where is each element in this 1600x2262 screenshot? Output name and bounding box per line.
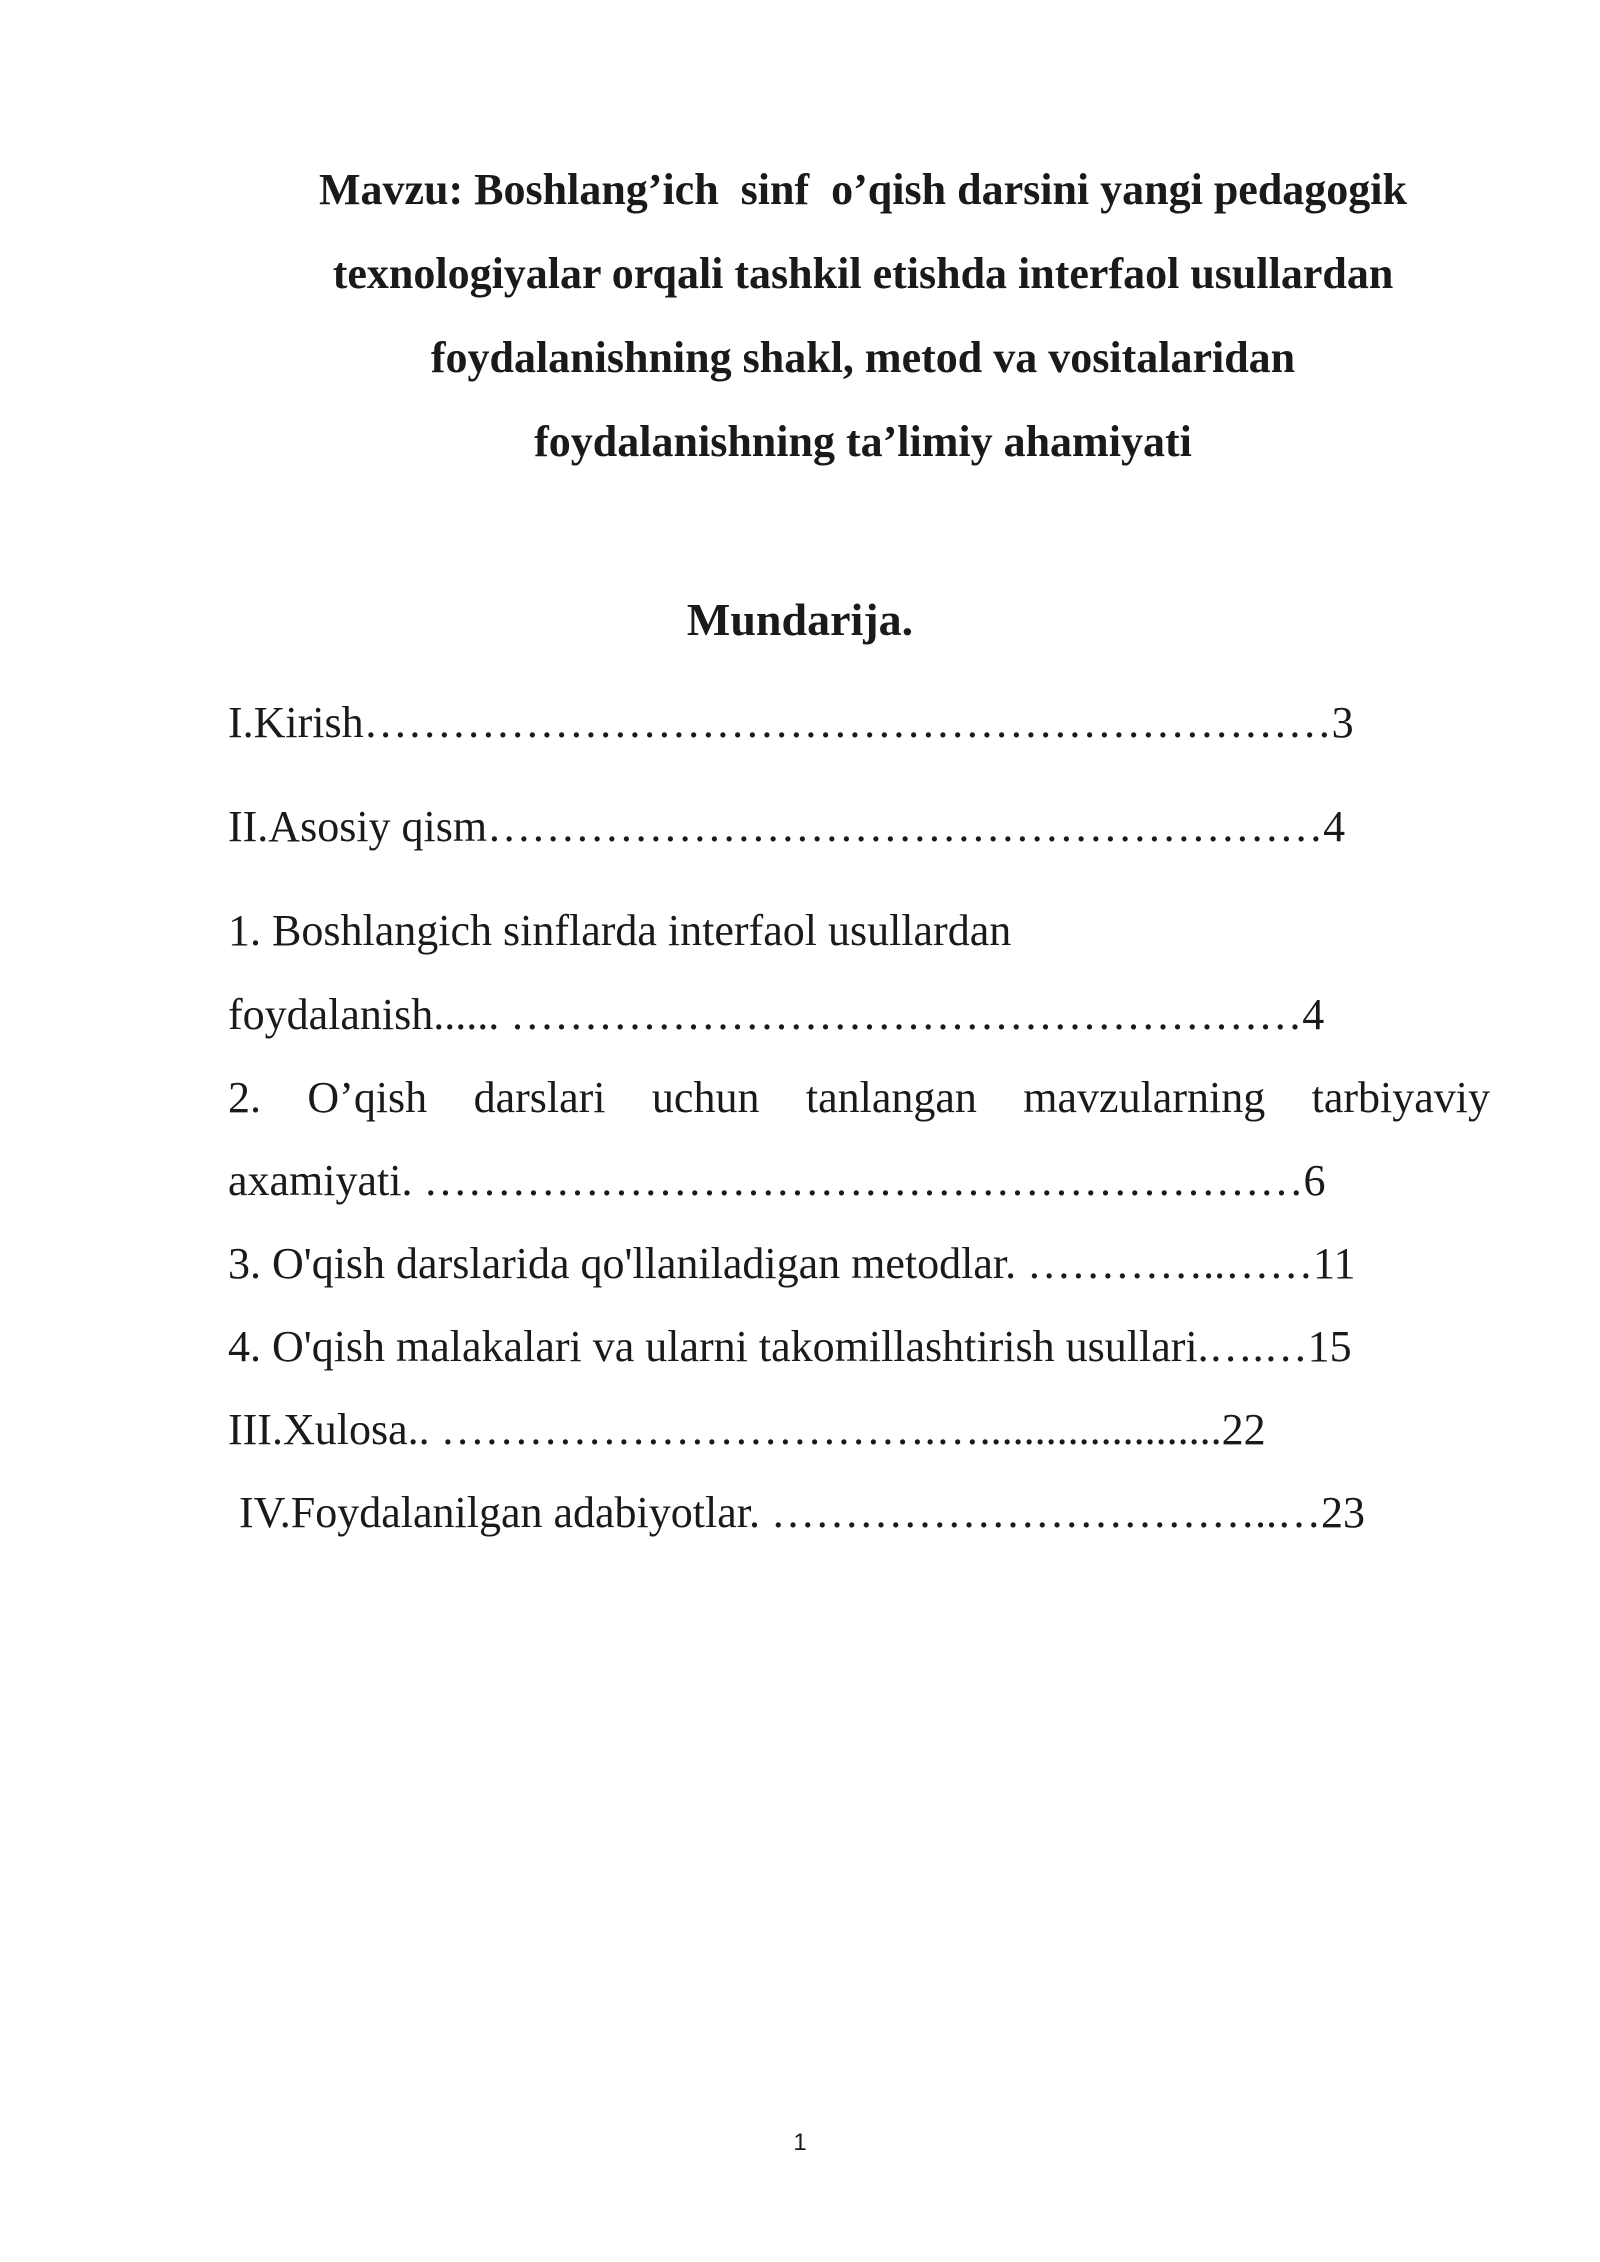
toc-entry-section-2-line-2: axamiyati. ……………………………………………………6	[228, 1156, 1326, 1205]
toc-entry-conclusion: III.Xulosa.. …………………………….…......................22	[228, 1405, 1266, 1454]
toc-entry-section-3: 3. O'qish darslarida qo'llaniladigan metodlar. …………..……11	[228, 1239, 1356, 1288]
toc-entry-section-4: 4. O'qish malakalari va ularni takomillashtirish usullari.….…15	[228, 1322, 1352, 1371]
toc-entry-section-2-line-1: 2. O’qish darslari uchun tanlangan mavzularning tarbiyaviy	[228, 1073, 1490, 1122]
toc-entry-main-part: II.Asosiy qism…………………………………………………4	[228, 802, 1346, 851]
toc-entry-section-1-line-1: 1. Boshlangich sinflarda interfaol usullardan	[228, 906, 1012, 955]
toc-entry-references: IV.Foydalanilgan adabiyotlar. ……………………………..…23	[228, 1488, 1365, 1537]
topic-title-line: foydalanishning ta’limiy ahamiyati	[534, 417, 1192, 466]
topic-title-line: Mavzu: Boshlang’ich sinf o’qish darsini yangi pedagogik	[318, 165, 1407, 214]
toc-entry-section-1-line-2: foydalanish...... ………………………………………………4	[228, 990, 1325, 1039]
page-number: 1	[793, 2129, 807, 2156]
topic-title-line: foydalanishning shakl, metod va vositalaridan	[430, 333, 1296, 382]
topic-title-line: texnologiyalar orqali tashkil etishda interfaol usullardan	[332, 249, 1394, 298]
topic-title	[228, 148, 1498, 484]
toc-entry-introduction: I.Kirish…………………………………………………………3	[228, 698, 1354, 747]
table-of-contents-heading: Mundarija.	[686, 594, 914, 645]
